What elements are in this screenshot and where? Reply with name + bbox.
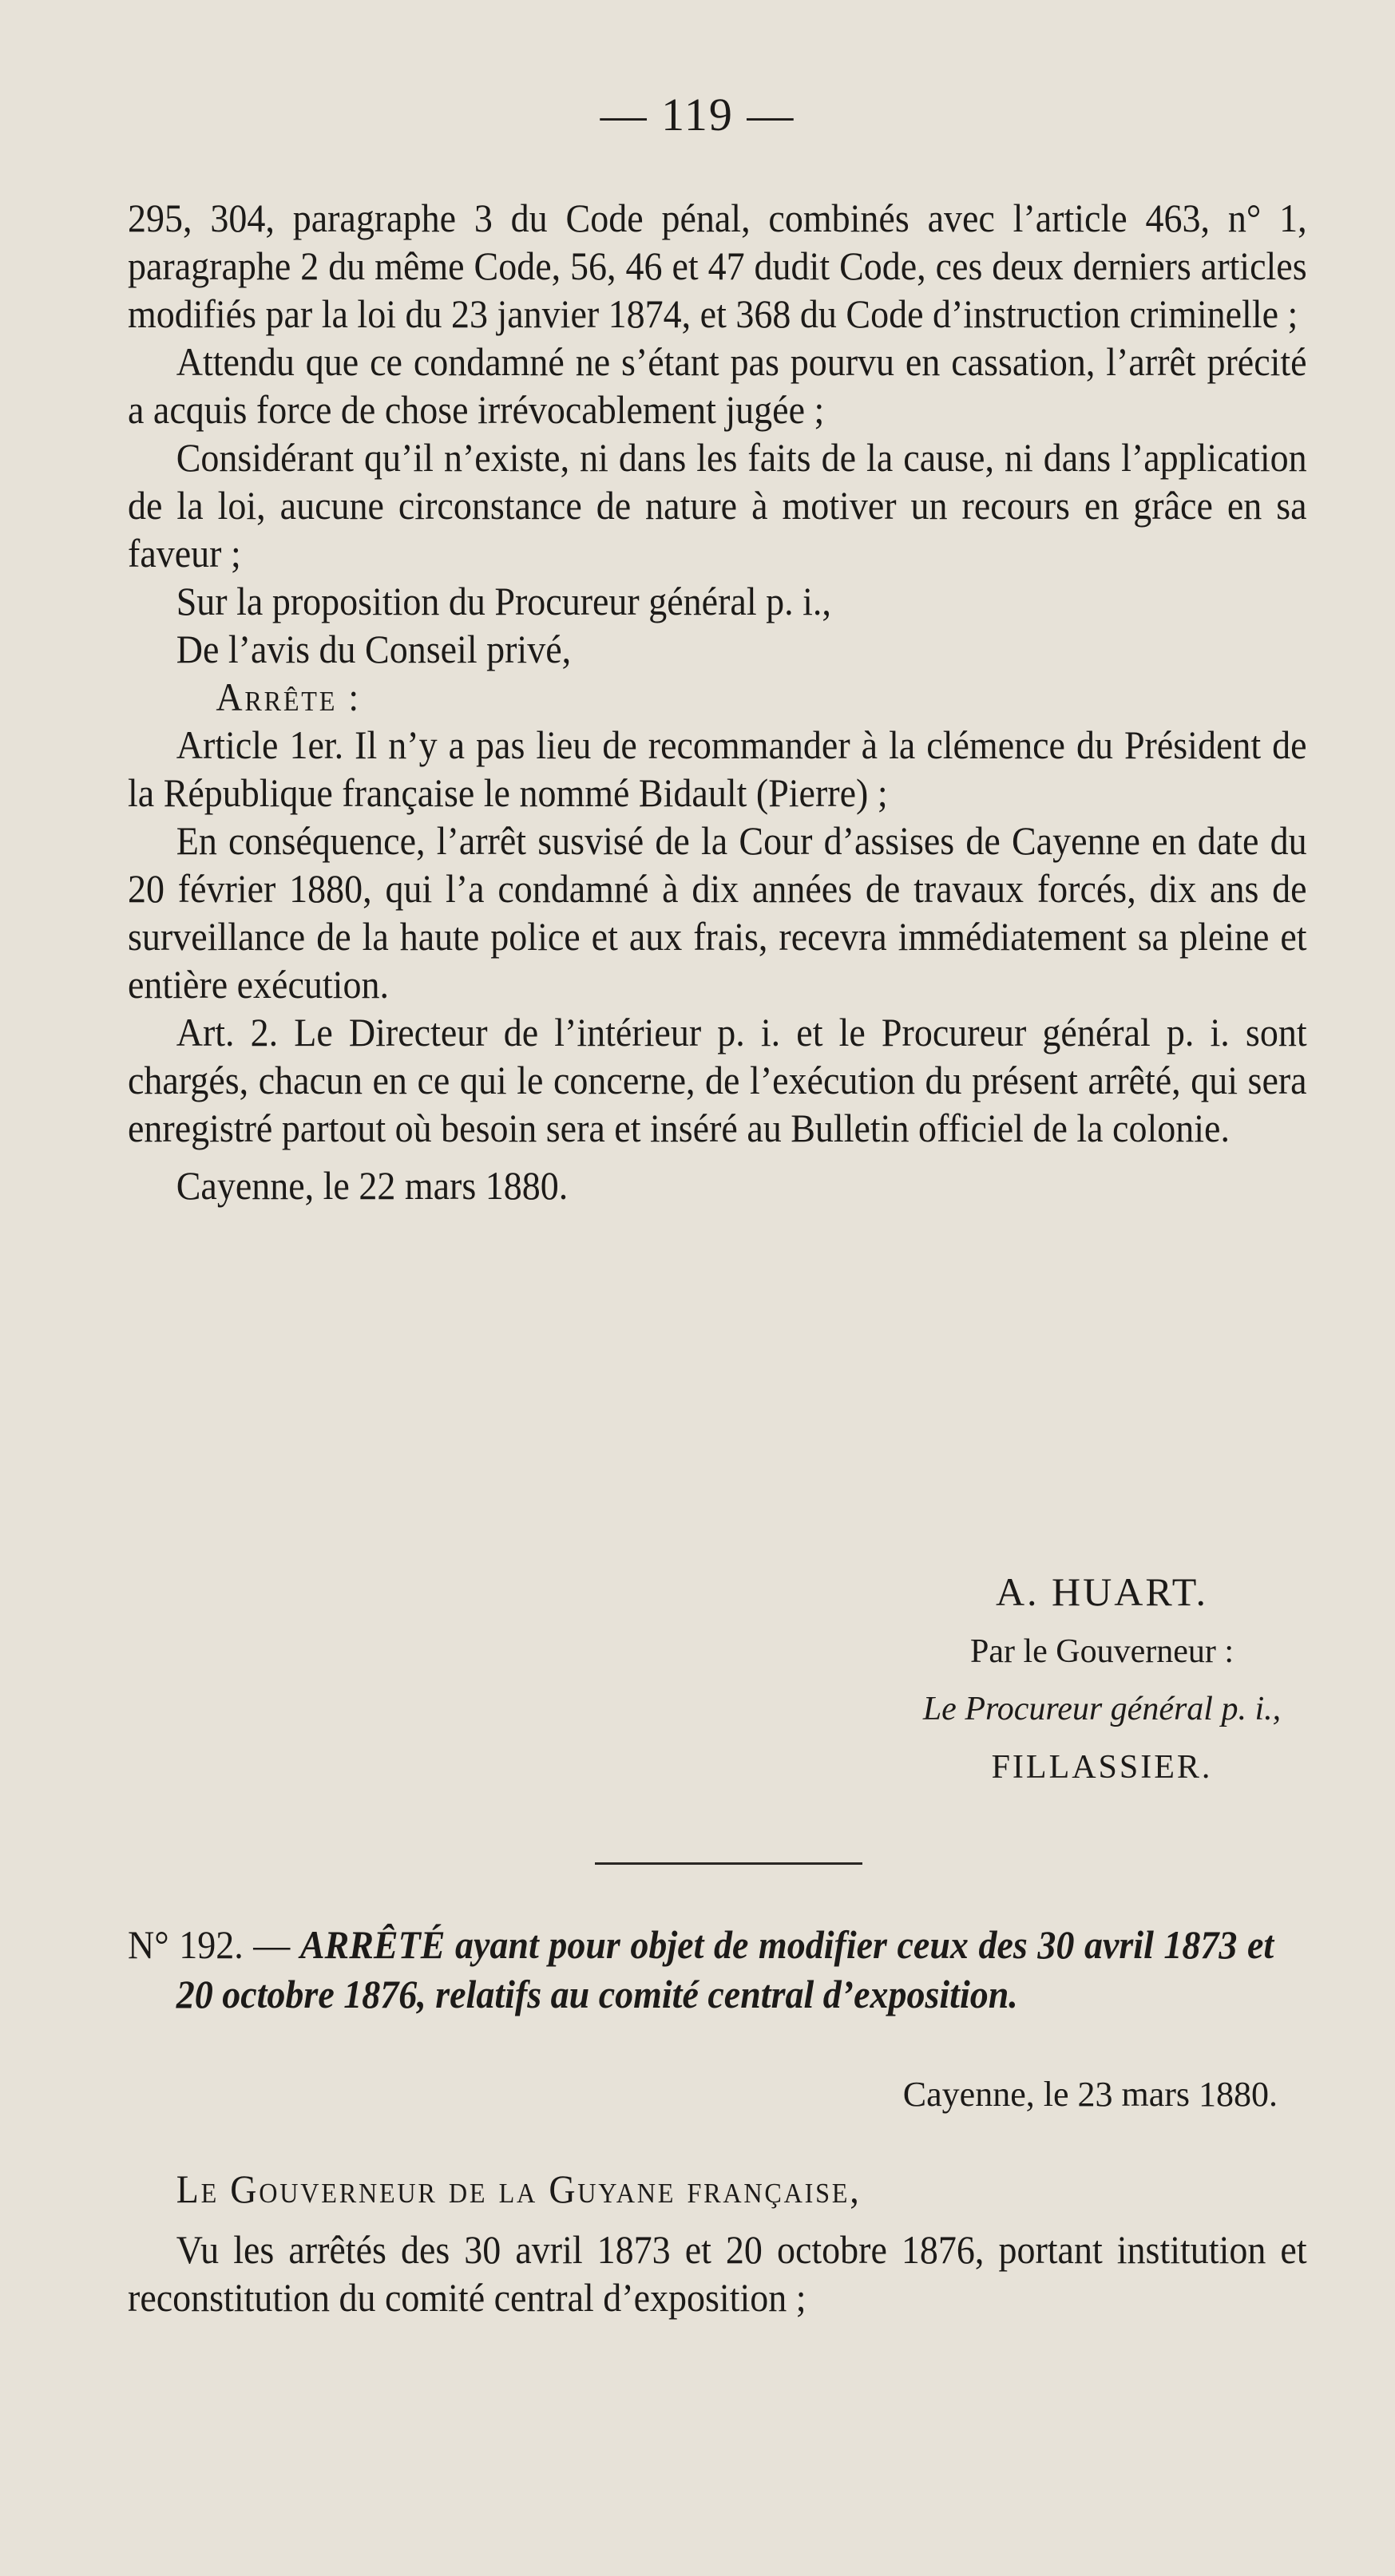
decree-heading <box>128 1920 1274 2019</box>
arrete-heading: Arrête : <box>216 675 361 719</box>
avis-paragraph: De l’avis du Conseil privé, <box>176 627 572 671</box>
page-number: — 119 — <box>600 89 795 140</box>
signature-role: Par le Gouverneur : <box>969 1633 1234 1670</box>
decree-date: Cayenne, le 23 mars 1880. <box>902 2075 1278 2114</box>
decree-title: ARRÊTÉ ayant pour objet de modifier ceux des 30 avril 1873 et 20 octobre 1876, relatifs au comité central d’exposition. <box>176 1922 1274 2016</box>
signature-title: Le Procureur général p. i., <box>922 1691 1282 1727</box>
attendu-paragraph: Attendu que ce condamné ne s’étant pas pourvu en cassation, l’arrêt précité a acquis force de chose irrévocablement jugée ; <box>128 339 1307 432</box>
decision-body <box>128 194 1307 1209</box>
considerant-paragraph: Considérant qu’il n’existe, ni dans les faits de la cause, ni dans l’application de la loi, aucune circonstance de nature à motiver un recours en grâce en sa faveur ; <box>128 435 1307 576</box>
proposition-paragraph: Sur la proposition du Procureur général p. i., <box>176 579 831 623</box>
decree-number: N° 192. — <box>128 1922 291 1967</box>
article-2-paragraph: Art. 2. Le Directeur de l’intérieur p. i. et le Procureur général p. i. sont chargés, chacun en ce qui le concerne, de l’exécution du présent arrêté, qui sera enregistré partout où besoin sera et inséré au Bulletin officiel de la colonie. <box>128 1010 1307 1150</box>
decree-visa: Vu les arrêtés des 30 avril 1873 et 20 octobre 1876, portant institution et reconstitution du comité central d’exposition ; <box>128 2227 1307 2320</box>
decree-body <box>128 2165 1307 2321</box>
signature-governor: A. HUART. <box>995 1569 1209 1614</box>
legal-references-paragraph: 295, 304, paragraphe 3 du Code pénal, combinés avec l’article 463, n° 1, paragraphe 2 du même Code, 56, 46 et 47 dudit Code, ces deux derniers articles modifiés par la loi du 23 janvier 1874, et 368 du Code d’instruction criminelle ; <box>128 196 1307 336</box>
place-date-line: Cayenne, le 22 mars 1880. <box>176 1163 569 1208</box>
consequence-paragraph: En conséquence, l’arrêt susvisé de la Cour d’assises de Cayenne en date du 20 février 1880, qui l’a condamné à dix années de travaux forcés, dix ans de surveillance de la haute police et aux frais, recevra immédiatement sa pleine et entière exécution. <box>128 818 1307 1007</box>
signature-prosecutor: FILLASSIER. <box>991 1749 1213 1786</box>
decree-authority: Le Gouverneur de la Guyane française, <box>176 2166 862 2211</box>
section-divider <box>595 1862 862 1865</box>
article-1-paragraph: Article 1er. Il n’y a pas lieu de recommander à la clémence du Président de la République française le nommé Bidault (Pierre) ; <box>128 722 1307 815</box>
